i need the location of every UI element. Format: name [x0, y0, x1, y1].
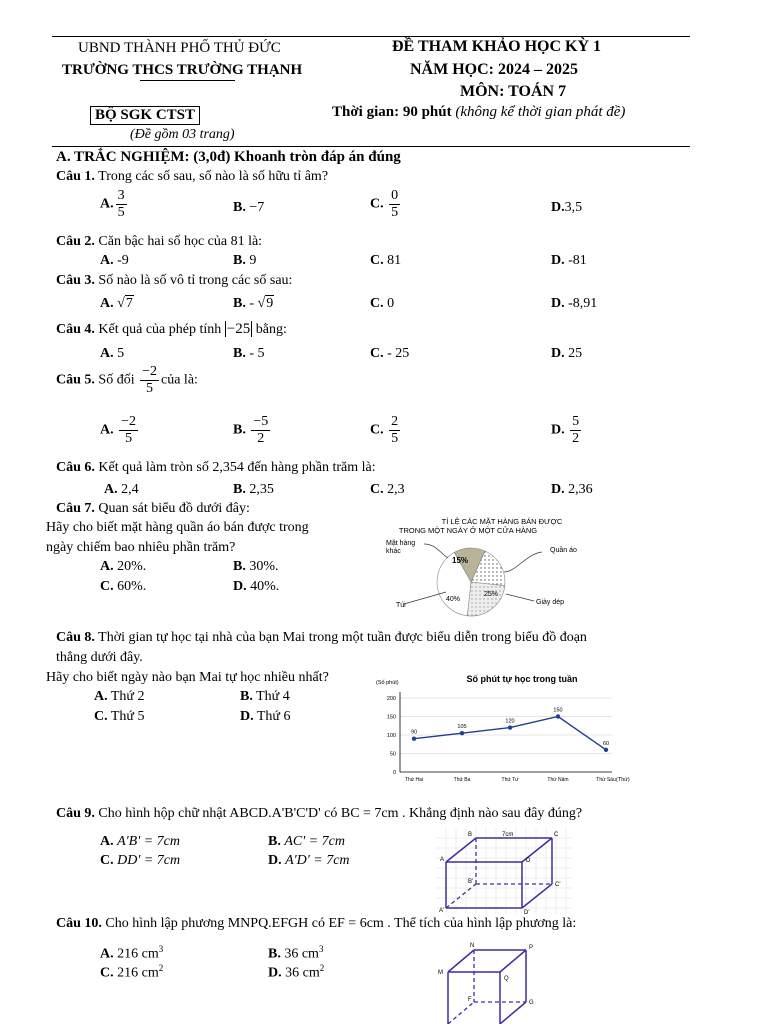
- school-year: NĂM HỌC: 2024 – 2025: [410, 61, 578, 78]
- data-point: [460, 731, 464, 735]
- q9-option-c[interactable]: C. DD' = 7cm: [100, 853, 181, 868]
- q9-option-d[interactable]: D. A'D' = 7cm: [268, 853, 350, 868]
- subject: MÔN: TOÁN 7: [460, 83, 567, 100]
- page-count: (Đề gồm 03 trang): [130, 127, 235, 142]
- x-tick-label: Thứ Hai: [404, 777, 424, 783]
- textbook-box: BỘ SGK CTST: [90, 106, 200, 125]
- cube-hidden-edges: [448, 950, 526, 1024]
- q9-option-b[interactable]: B. AC' = 7cm: [268, 834, 345, 849]
- q5-option-d[interactable]: D. $\frac{5}{2}$: [551, 414, 580, 446]
- q2-option-c[interactable]: C. 81: [370, 253, 402, 268]
- pie-label-other-2: khác: [386, 548, 401, 555]
- q5-stem: Câu 5. Số đối $\frac{-2}{5}$ của là:: [56, 364, 198, 396]
- leader-clothes: [504, 552, 542, 572]
- leader-bag: [404, 592, 446, 604]
- pie-chart-figure: [386, 514, 618, 626]
- svg-text:G: G: [529, 1000, 534, 1006]
- q8-option-b[interactable]: B. Thứ 4: [240, 689, 290, 704]
- pie-label-shoes: Giày dép: [536, 599, 565, 606]
- q8-option-c[interactable]: C. Thứ 5: [94, 709, 145, 724]
- leader-other: [424, 544, 448, 558]
- section-a-title: A. TRẮC NGHIỆM: (3,0đ) Khoanh tròn đáp án đúng: [56, 149, 401, 165]
- svg-text:A': A': [439, 908, 445, 914]
- svg-text:B': B': [468, 879, 474, 885]
- line-chart-title: Số phút tự học trong tuần: [466, 674, 578, 684]
- svg-text:B: B: [468, 832, 473, 838]
- svg-text:M: M: [438, 970, 443, 976]
- q3-option-b[interactable]: B. - √9: [233, 296, 274, 311]
- data-label: 120: [505, 718, 515, 725]
- q8-stem-2: thẳng dưới đây.: [56, 650, 143, 665]
- x-tick-label: Thứ Năm: [547, 777, 569, 783]
- y-tick-label: 0: [392, 770, 396, 776]
- data-label: 150: [553, 707, 563, 714]
- q2-option-b[interactable]: B. 9: [233, 253, 257, 268]
- cube-figure: [432, 938, 544, 1024]
- svg-text:P: P: [529, 945, 534, 951]
- q4-option-b[interactable]: B. - 5: [233, 346, 265, 361]
- x-tick-label: Thứ Tư: [501, 777, 519, 783]
- q5-option-a[interactable]: A. $\frac{-2}{5}$: [100, 414, 137, 446]
- q7-line1: Hãy cho biết mặt hàng quần áo bán được trong: [46, 520, 309, 535]
- cuboid-labels: [439, 832, 560, 914]
- y-tick-label: 100: [386, 733, 396, 739]
- svg-text:C: C: [554, 832, 559, 838]
- q1-option-b[interactable]: B. −7: [233, 200, 265, 215]
- q3-stem: Câu 3. Số nào là số vô tỉ trong các số sau:: [56, 273, 293, 288]
- time-line: Thời gian: 90 phút (không kể thời gian phát đề): [332, 104, 626, 120]
- data-label: 90: [410, 729, 418, 736]
- q8-question: Hãy cho biết ngày nào bạn Mai tự học nhiều nhất?: [46, 670, 329, 685]
- pie-title-2: TRONG MỘT NGÀY Ở MỘT CỬA HÀNG: [398, 526, 538, 535]
- pie-label-other-1: Mặt hàng: [386, 540, 416, 547]
- svg-text:C': C': [555, 882, 561, 888]
- q6-option-d[interactable]: D. 2,36: [551, 482, 593, 497]
- q7-option-a[interactable]: A. 20%.: [100, 559, 147, 574]
- q10-option-c[interactable]: C. 216 $cm^2$: [100, 963, 164, 981]
- q7-option-c[interactable]: C. 60%.: [100, 579, 147, 594]
- pie-pct-25: 25%: [484, 591, 499, 598]
- header-underline: [140, 80, 235, 81]
- q9-option-a[interactable]: A. A'B' = 7cm: [100, 834, 180, 849]
- q2-option-a[interactable]: A. -9: [100, 253, 129, 268]
- x-tick-label: Thứ Sáu: [596, 777, 616, 783]
- q7-stem: Câu 7. Quan sát biểu đồ dưới đây:: [56, 501, 250, 516]
- q10-option-d[interactable]: D. 36 $cm^2$: [268, 963, 325, 981]
- cube-edges: [448, 950, 526, 1024]
- pie-slice-shoes: [467, 582, 505, 616]
- data-point: [556, 714, 560, 718]
- svg-text:F: F: [468, 997, 472, 1003]
- q1-stem: Câu 1. Trong các số sau, số nào là số hữu tỉ âm?: [56, 169, 329, 184]
- q8-option-d[interactable]: D. Thứ 6: [240, 709, 291, 724]
- svg-text:A: A: [440, 857, 445, 863]
- header-left-1: UBND THÀNH PHỐ THỦ ĐỨC: [78, 40, 281, 56]
- q10-stem: Câu 10. Cho hình lập phương MNPQ.EFGH có EF = 6cm . Thể tích của hình lập phương là:: [56, 916, 577, 931]
- q9-stem: Câu 9. Cho hình hộp chữ nhật ABCD.A'B'C'D' có BC = 7cm . Khẳng định nào sau đây đúng?: [56, 806, 583, 821]
- top-rule: [52, 36, 690, 37]
- q7-line2: ngày chiếm bao nhiêu phần trăm?: [46, 540, 236, 555]
- cuboid-figure: [436, 828, 572, 914]
- cube-labels: [438, 943, 534, 1006]
- leader-shoes: [506, 594, 534, 601]
- q6-option-c[interactable]: C. 2,3: [370, 482, 405, 497]
- header-left-2: TRƯỜNG THCS TRƯỜNG THẠNH: [62, 62, 303, 78]
- line-chart-xlabel: (Thứ): [616, 777, 630, 783]
- pie-pct-40: 40%: [446, 596, 461, 603]
- q8-stem: Câu 8. Thời gian tự học tại nhà của bạn Mai trong một tuần được biểu diễn trong biểu đồ đoạn: [56, 630, 587, 645]
- pie-title-1: TỈ LỆ CÁC MẶT HÀNG BÁN ĐƯỢC: [441, 517, 563, 526]
- q5-option-c[interactable]: C. $\frac{2}{5}$: [370, 414, 399, 446]
- data-point: [508, 725, 512, 729]
- q5-option-b[interactable]: B. $\frac{-5}{2}$: [233, 414, 269, 446]
- q1-option-a[interactable]: A. $\frac{3}{5}$: [100, 188, 125, 220]
- q6-option-a[interactable]: A. 2,4: [104, 482, 139, 497]
- q3-option-c[interactable]: C. 0: [370, 296, 395, 311]
- q8-option-a[interactable]: A. Thứ 2: [94, 689, 145, 704]
- q6-stem: Câu 6. Kết quả làm tròn số 2,354 đến hàng phần trăm là:: [56, 460, 376, 475]
- svg-text:D': D': [524, 910, 530, 914]
- q2-stem: Câu 2. Căn bậc hai số học của 81 là:: [56, 234, 263, 249]
- cuboid-bc-length: 7cm: [502, 832, 514, 838]
- y-tick-label: 50: [389, 751, 396, 758]
- data-point: [604, 748, 608, 752]
- q3-option-d[interactable]: D. -8,91: [551, 296, 598, 311]
- q7-option-d[interactable]: D. 40%.: [233, 579, 280, 594]
- q4-stem: Câu 4. Kết quả của phép tính −25 bằng:: [56, 321, 287, 337]
- q4-option-a[interactable]: A. 5: [100, 346, 125, 361]
- y-tick-label: 200: [386, 696, 396, 702]
- y-tick-label: 150: [386, 714, 396, 721]
- line-chart: [372, 668, 634, 788]
- q7-option-b[interactable]: B. 30%.: [233, 559, 279, 574]
- svg-text:N: N: [470, 943, 475, 949]
- data-label: 105: [457, 724, 467, 731]
- q4-option-d[interactable]: D. 25: [551, 346, 583, 361]
- pie-label-clothes: Quần áo: [550, 547, 577, 554]
- data-label: 60: [602, 740, 610, 747]
- q2-option-d[interactable]: D. -81: [551, 253, 587, 268]
- svg-text:Q: Q: [504, 976, 509, 982]
- q3-option-a[interactable]: A. √7: [100, 296, 133, 311]
- x-tick-label: Thứ Ba: [453, 777, 471, 783]
- pie-slices: [437, 548, 505, 616]
- data-point: [412, 737, 416, 741]
- q4-option-c[interactable]: C. - 25: [370, 346, 410, 361]
- header-bottom-rule: [52, 146, 690, 147]
- exam-title: ĐỀ THAM KHẢO HỌC KỲ 1: [392, 38, 602, 55]
- q10-option-b[interactable]: B. 36 $cm^3$: [268, 944, 324, 962]
- q1-option-d[interactable]: D.3,5: [551, 200, 583, 215]
- line-chart-ylabel: (Số phút): [376, 680, 399, 686]
- q6-option-b[interactable]: B. 2,35: [233, 482, 274, 497]
- q10-option-a[interactable]: A. 216 $cm^3$: [100, 944, 164, 962]
- svg-text:D: D: [526, 858, 531, 864]
- pie-label-bag: Túi: [396, 602, 406, 609]
- q1-option-c[interactable]: C. $\frac{0}{5}$: [370, 188, 399, 220]
- pie-pct-15: 15%: [452, 556, 469, 565]
